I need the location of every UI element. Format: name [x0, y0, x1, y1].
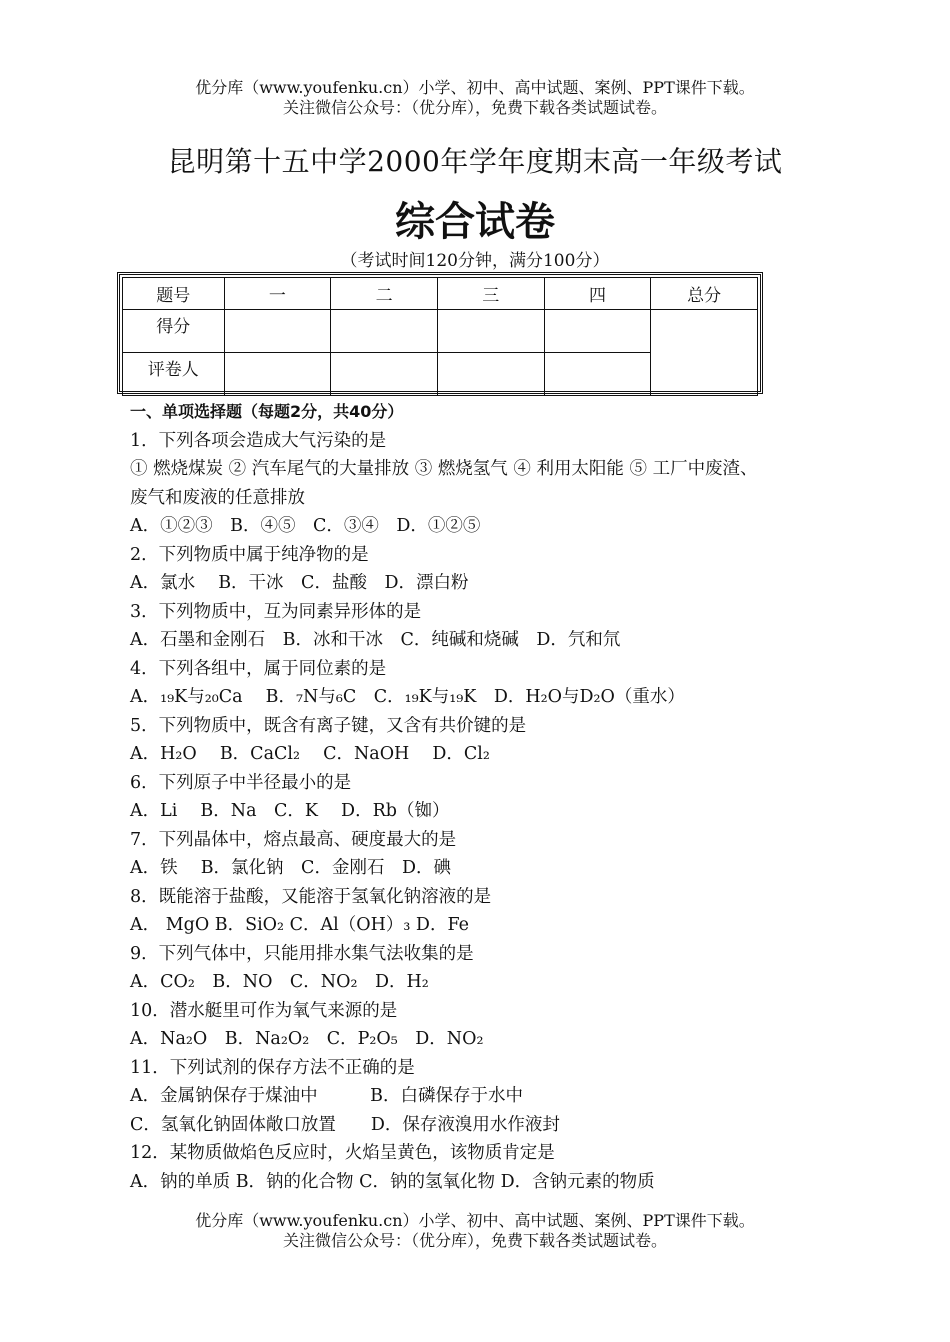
score-cell [224, 310, 331, 353]
question-line: 11．下列试剂的保存方法不正确的是 [130, 1057, 415, 1078]
question-line: 10．潜水艇里可作为氧气来源的是 [130, 1000, 398, 1021]
grader-cell [544, 353, 651, 396]
score-table-header-row [123, 278, 758, 310]
question-line: A．H₂O B．CaCl₂ C．NaOH D．Cl₂ [130, 744, 490, 764]
question-lines [130, 427, 830, 1197]
exam-title: 昆明第十五中学2000年学年度期末高一年级考试 [167, 145, 783, 178]
header-cell: 总分 [651, 278, 758, 310]
total-score-cell [651, 310, 758, 396]
score-table [117, 272, 763, 394]
exam-note: （考试时间120分钟，满分100分） [340, 251, 610, 271]
grader-cell [331, 353, 438, 396]
question-line: A．Na₂O B．Na₂O₂ C．P₂O₅ D．NO₂ [130, 1029, 484, 1049]
question-section [130, 398, 830, 1196]
question-line: 废气和废液的任意排放 [130, 487, 305, 508]
question-line: 4．下列各组中，属于同位素的是 [130, 658, 387, 679]
header-line-2: 关注微信公众号：（优分库），免费下载各类试题试卷。 [282, 98, 667, 117]
score-row [123, 310, 758, 353]
score-cell [544, 310, 651, 353]
question-line: 9．下列气体中，只能用排水集气法收集的是 [130, 943, 474, 964]
paper-title: 综合试卷 [395, 199, 555, 245]
question-line: 8．既能溶于盐酸，又能溶于氢氧化钠溶液的是 [130, 886, 492, 907]
question-line: A．铁 B．氯化钠 C．金刚石 D．碘 [130, 858, 451, 878]
footer-line-2: 关注微信公众号：（优分库），免费下载各类试题试卷。 [282, 1231, 667, 1250]
header-line-1: 优分库（www.youfenku.cn）小学、初中、高中试题、案例、PPT课件下载。 [195, 78, 755, 97]
header-cell: 二 [331, 278, 438, 310]
header-cell: 一 [224, 278, 331, 310]
question-line: C．氢氧化钠固体敞口放置 D．保存液溴用水作液封 [130, 1114, 560, 1135]
question-line: ① 燃烧煤炭 ② 汽车尾气的大量排放 ③ 燃烧氢气 ④ 利用太阳能 ⑤ 工厂中废渣、 [130, 459, 758, 479]
header-cell: 三 [437, 278, 544, 310]
question-line: 1．下列各项会造成大气污染的是 [130, 430, 387, 451]
question-line: A．①②③ B．④⑤ C．③④ D．①②⑤ [130, 516, 481, 536]
score-cell [331, 310, 438, 353]
question-line: A．金属钠保存于煤油中 B．白磷保存于水中 [130, 1086, 523, 1106]
grader-cell [224, 353, 331, 396]
question-line: A．Li B．Na C．K D．Rb（铷） [130, 801, 450, 821]
question-line: A． MgO B．SiO₂ C．Al（OH）₃ D．Fe [130, 915, 469, 935]
score-cell [437, 310, 544, 353]
header-cell: 四 [544, 278, 651, 310]
question-line: 12．某物质做焰色反应时，火焰呈黄色，该物质肯定是 [130, 1143, 555, 1163]
question-line: 2．下列物质中属于纯净物的是 [130, 544, 369, 565]
header-cell: 题号 [123, 278, 225, 310]
question-line: 6．下列原子中半径最小的是 [130, 772, 352, 793]
question-line: 3．下列物质中，互为同素异形体的是 [130, 601, 422, 622]
section-heading: 一、单项选择题（每题2分，共40分） [130, 402, 404, 421]
grader-cell [437, 353, 544, 396]
question-line: A．CO₂ B．NO C．NO₂ D．H₂ [130, 972, 429, 992]
question-line: 5．下列物质中，既含有离子键，又含有共价键的是 [130, 715, 527, 736]
question-line: A．钠的单质 B．钠的化合物 C．钠的氢氧化物 D．含钠元素的物质 [130, 1171, 655, 1192]
row-label: 评卷人 [123, 353, 225, 396]
footer-line-1: 优分库（www.youfenku.cn）小学、初中、高中试题、案例、PPT课件下载。 [195, 1211, 755, 1230]
question-line: A．石墨和金刚石 B．冰和干冰 C．纯碱和烧碱 D．氕和氘 [130, 630, 621, 650]
row-label: 得分 [123, 310, 225, 353]
question-line: A．氯水 B．干冰 C．盐酸 D．漂白粉 [130, 573, 469, 593]
question-line: A．₁₉K与₂₀Ca B．₇N与₆C C．₁₉K与₁₉K D．H₂O与D₂O（重水） [130, 687, 685, 707]
question-line: 7．下列晶体中，熔点最高、硬度最大的是 [130, 829, 457, 850]
